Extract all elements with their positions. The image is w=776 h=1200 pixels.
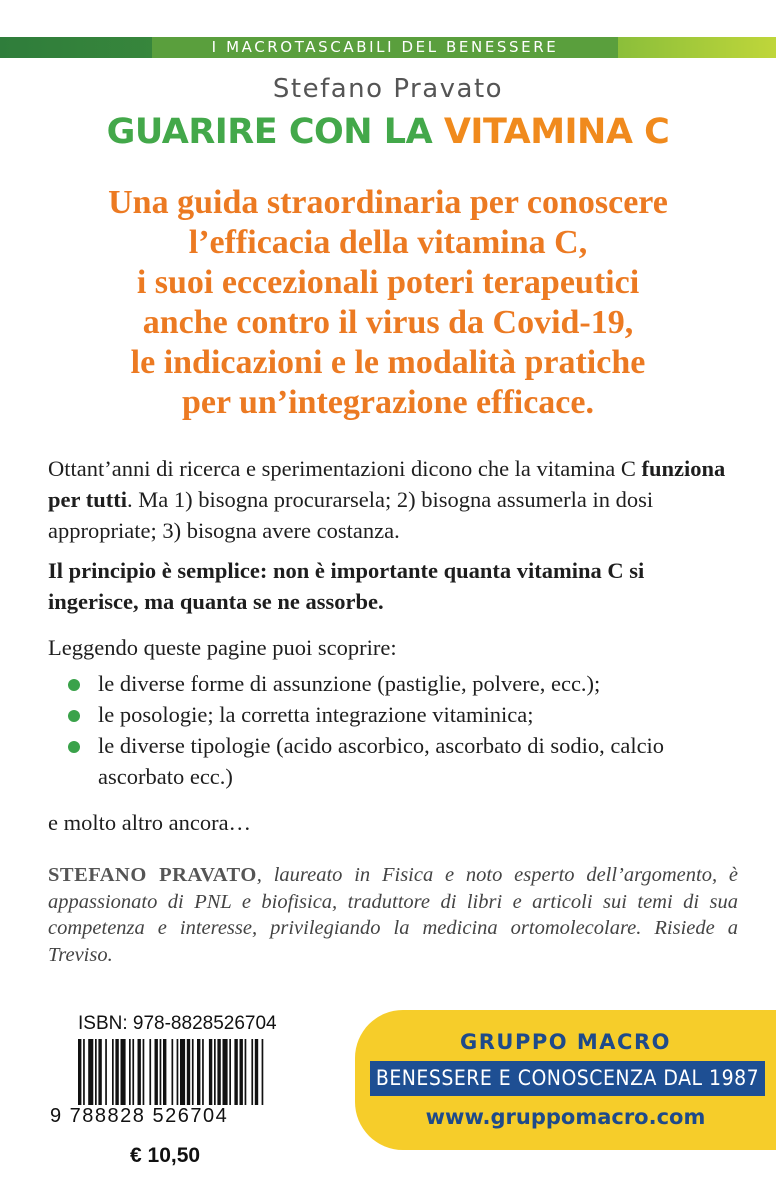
barcode-bar [105,1039,107,1105]
barcode-bar [240,1039,243,1105]
barcode-bar [177,1039,179,1105]
barcode-bar [78,1039,81,1105]
publisher-box [355,1010,776,1150]
barcode-bar [245,1039,247,1105]
closing-line: e molto altro ancora… [48,810,252,835]
barcode-bar [197,1039,200,1105]
feature-list [68,668,748,792]
barcode-bar [163,1039,166,1105]
barcode-bar [187,1039,190,1105]
bio-name: STEFANO PRAVATO [48,864,257,886]
tagline-line: anche contro il virus da Covid-19, [142,304,634,341]
tagline-line: per un’integrazione efficace. [182,384,594,421]
tagline-line: l’efficacia della vitamina C, [188,224,588,261]
book-title [0,112,776,152]
author-bio [48,862,738,968]
tagline [30,183,746,423]
barcode-bar [83,1039,85,1105]
publisher-url: www.gruppomacro.com [425,1105,706,1129]
tagline-line: Una guida straordinaria per conoscere [108,184,668,221]
barcode-bar [262,1039,264,1105]
barcode-bar [214,1039,216,1105]
barcode-bar [202,1039,204,1105]
barcode-bar [234,1039,237,1105]
barcode-bar [172,1039,174,1105]
barcode-bar [192,1039,194,1105]
barcode-bar [95,1039,97,1105]
barcode-bar [223,1039,228,1105]
barcode-bar [251,1039,253,1105]
price: € 10,50 [130,1144,201,1167]
barcode-bar [132,1039,134,1105]
intro-after: . Ma 1) bisogna procurarsela; 2) bisogna assumerla in dosi appropriate; 3) bisogna avere costanza. [48,487,654,543]
publisher-name: GRUPPO MACRO [460,1030,671,1054]
list-item [68,699,748,730]
barcode-bar [121,1039,126,1105]
barcode-bar [138,1039,141,1105]
barcode-bar [115,1039,118,1105]
barcode-bar [88,1039,93,1105]
isbn-block [48,1013,320,1138]
list-item-text: le posologie; la corretta integrazione vitaminica; [98,702,534,727]
tagline-line: le indicazioni e le modalità pratiche [130,344,646,381]
barcode-bar [143,1039,145,1105]
publisher-slogan: BENESSERE E CONOSCENZA DAL 1987 [370,1061,765,1096]
intro-paragraph [48,453,738,546]
barcode-bar [149,1039,151,1105]
barcode-bar [217,1039,220,1105]
title-part-2: VITAMINA C [443,112,670,152]
isbn-label: ISBN: 978-8828526704 [78,1013,277,1034]
barcode-bar [229,1039,231,1105]
barcode-bar [209,1039,212,1105]
barcode-bar [155,1039,158,1105]
list-item-text: le diverse forme di assunzione (pastiglie, polvere, ecc.); [98,671,601,696]
barcode-bar [160,1039,162,1105]
intro-before: Ottant’anni di ricerca e sperimentazioni dicono che la vitamina C [48,456,642,481]
barcode-bar [112,1039,114,1105]
principle-paragraph: Il principio è semplice: non è importante quanta vitamina C si ingerisce, ma quanta se ne assorbe. [48,558,645,614]
barcode-bar [255,1039,258,1105]
barcode-bar [180,1039,185,1105]
title-part-1: GUARIRE CON LA [106,112,444,152]
bio-text: , laureato in Fisica e noto esperto dell’argomento, è appassionato di PNL e biofisica, traduttore di libri e articoli sui temi di sua competenza e interesse, privilegiando la medicina ortomolecolare. Risiede a Treviso. [48,864,738,966]
list-item [68,668,748,699]
barcode-bar [129,1039,131,1105]
list-intro: Leggendo queste pagine puoi scoprire: [48,635,397,660]
series-title: I MACROTASCABILI DEL BENESSERE [152,37,618,58]
list-item-text: le diverse tipologie (acido ascorbico, ascorbato di sodio, calcio ascorbato ecc.) [98,733,665,789]
bullet-dot-icon [68,741,80,753]
barcode-digits: 9 788828 526704 [50,1105,229,1127]
bullet-dot-icon [68,679,80,691]
list-item [68,730,748,792]
bullet-dot-icon [68,710,80,722]
barcode-bar [98,1039,101,1105]
barcode [78,1039,318,1105]
intro-bold: funziona per tutti [48,456,726,512]
author-name: Stefano Pravato [272,74,504,104]
tagline-line: i suoi eccezionali poteri terapeutici [136,264,640,301]
